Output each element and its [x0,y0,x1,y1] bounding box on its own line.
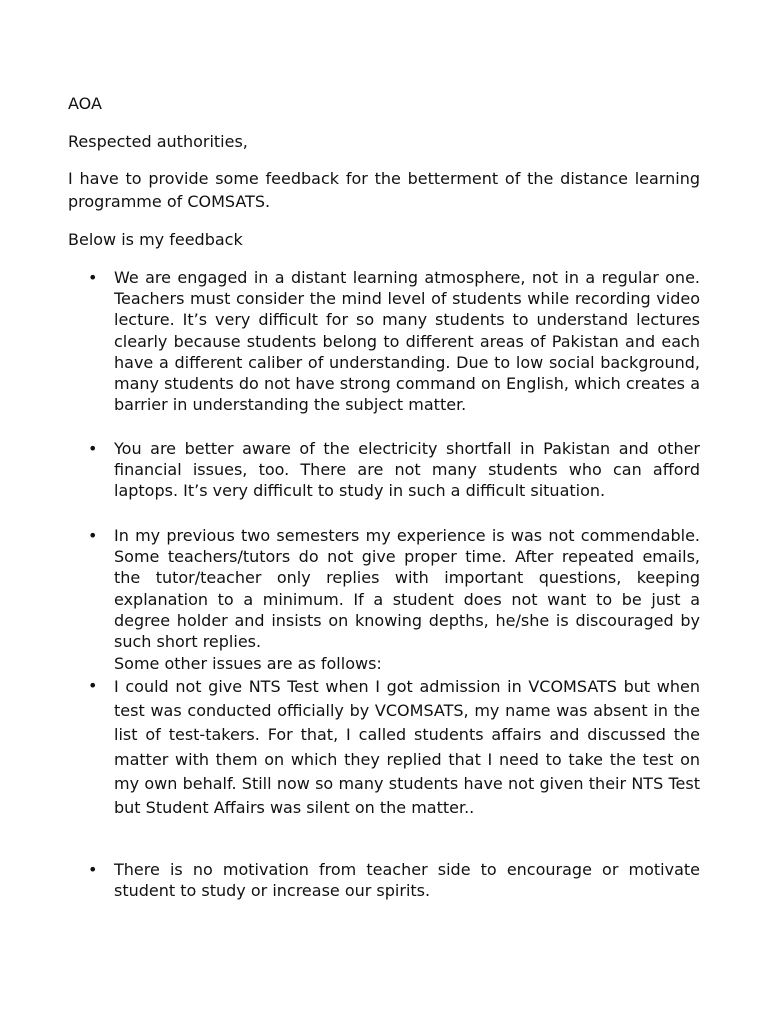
list-item-text: There is no motivation from teacher side to encourage or motivate student to study or increase our spirits. [114,860,700,901]
list-item-text: I could not give NTS Test when I got admission in VCOMSATS but when test was conducted officially by VCOMSATS, my name was absent in the list of test-takers. For that, I called students affairs and discussed the matter with them on which they replied that I need to take the test on my own behalf. Still now so many students have not given their NTS Test but Student Affairs was silent on the matter.. [114,677,700,818]
salutation: Respected authorities, [68,132,248,151]
bullet-icon: • [88,860,98,879]
lead-in: Below is my feedback [68,230,243,249]
list-item-text: You are better aware of the electricity shortfall in Pakistan and other financial issues, too. There are not many students who can afford laptops. It’s very difficult to study in such a difficult situation. [114,439,700,501]
list-item-text: In my previous two semesters my experience is was not commendable. Some teachers/tutors do not give proper time. After repeated emails, the tutor/teacher only replies with important questions, keeping explanation to a minimum. If a student does not want to be just a degree holder and insists on knowing depths, he/she is discouraged by such short replies. [114,526,700,652]
other-issues-heading: Some other issues are as follows: [114,654,382,673]
bullet-icon: • [88,268,98,287]
intro-paragraph: I have to provide some feedback for the betterment of the distance learning programme of COMSATS. [68,169,700,211]
list-item-text: We are engaged in a distant learning atmosphere, not in a regular one. Teachers must consider the mind level of students while recording video lecture. It’s very difficult for so many students to understand lectures clearly because students belong to different areas of Pakistan and each have a different caliber of understanding. Due to low social background, many students do not have strong command on English, which creates a barrier in understanding the subject matter. [114,268,700,415]
bullet-icon: • [88,526,98,545]
bullet-icon: • [88,676,98,695]
greeting: AOA [68,94,102,113]
bullet-icon: • [88,439,98,458]
